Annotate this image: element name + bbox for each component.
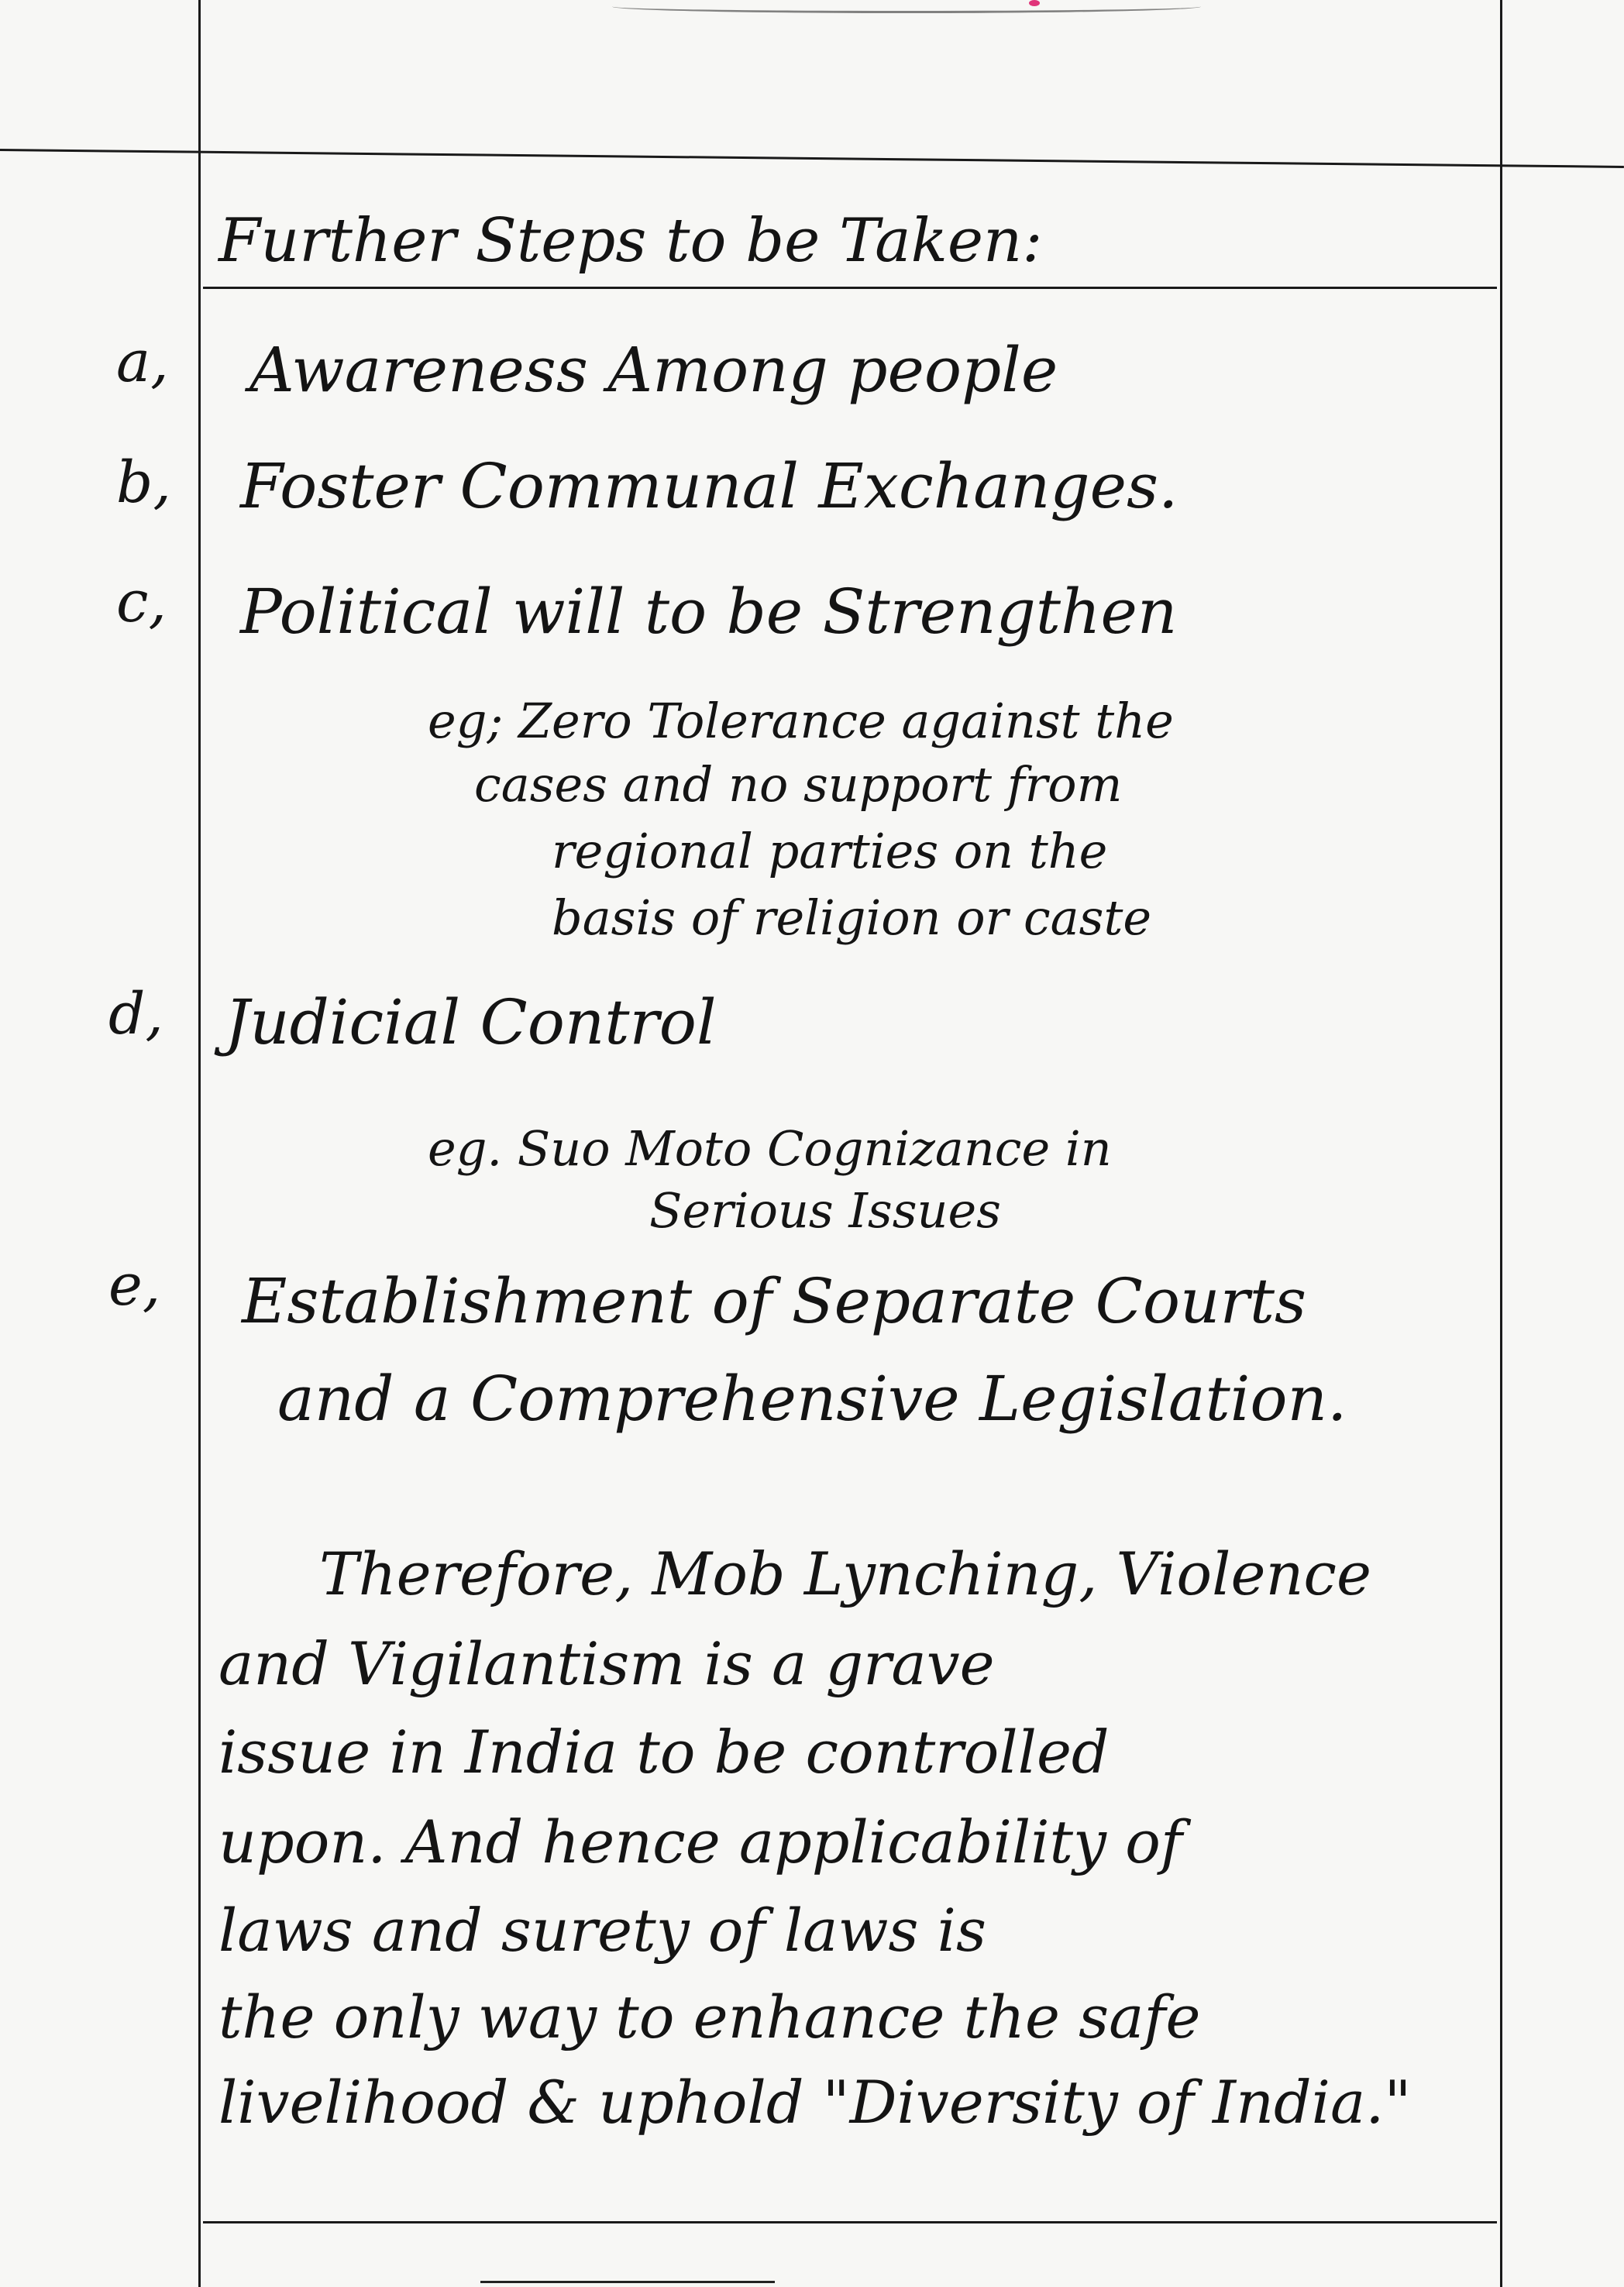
conclusion-line-3: issue in India to be controlled: [218, 1718, 1110, 1787]
item-marker-e: e,: [108, 1252, 161, 1319]
left-margin-line: [198, 0, 201, 2287]
conclusion-line-2: and Vigilantism is a grave: [218, 1629, 995, 1698]
political-example-line-1: eg; Zero Tolerance against the: [428, 693, 1174, 749]
item-marker-a: a,: [116, 328, 169, 395]
judicial-example-line-1: eg. Suo Moto Cognizance in: [428, 1120, 1112, 1177]
pink-ink-dot: [1029, 0, 1040, 6]
bottom-page-rule: [203, 2221, 1497, 2223]
item-e-continuation: and a Comprehensive Legislation.: [277, 1363, 1347, 1435]
top-page-rule: [0, 149, 1624, 168]
political-example-line-3: regional parties on the: [552, 823, 1108, 879]
top-scribble: [612, 0, 1201, 13]
item-d-text: Judicial Control: [225, 986, 717, 1058]
section-heading: Further Steps to be Taken:: [218, 206, 1043, 276]
conclusion-line-1: Therefore, Mob Lynching, Violence: [319, 1539, 1371, 1608]
judicial-example-line-2: Serious Issues: [649, 1182, 1001, 1239]
item-c-text: Political will to be Strengthen: [240, 576, 1178, 648]
political-example-line-2: cases and no support from: [474, 756, 1123, 813]
political-example-line-4: basis of religion or caste: [552, 889, 1152, 946]
right-margin-line: [1500, 0, 1502, 2287]
heading-underline: [203, 287, 1497, 289]
conclusion-line-7: livelihood & uphold "Diversity of India.": [218, 2068, 1412, 2137]
item-a-text: Awareness Among people: [249, 334, 1058, 406]
conclusion-line-5: laws and surety of laws is: [218, 1896, 986, 1965]
item-e-text: Establishment of Separate Courts: [242, 1265, 1307, 1337]
conclusion-line-6: the only way to enhance the safe: [218, 1983, 1201, 2051]
item-b-text: Foster Communal Exchanges.: [240, 450, 1178, 522]
item-marker-d: d,: [108, 981, 163, 1047]
footer-pen-mark: [480, 2281, 775, 2283]
item-marker-b: b,: [116, 449, 171, 516]
item-marker-c: c,: [116, 569, 167, 635]
conclusion-line-4: upon. And hence applicability of: [218, 1807, 1183, 1876]
